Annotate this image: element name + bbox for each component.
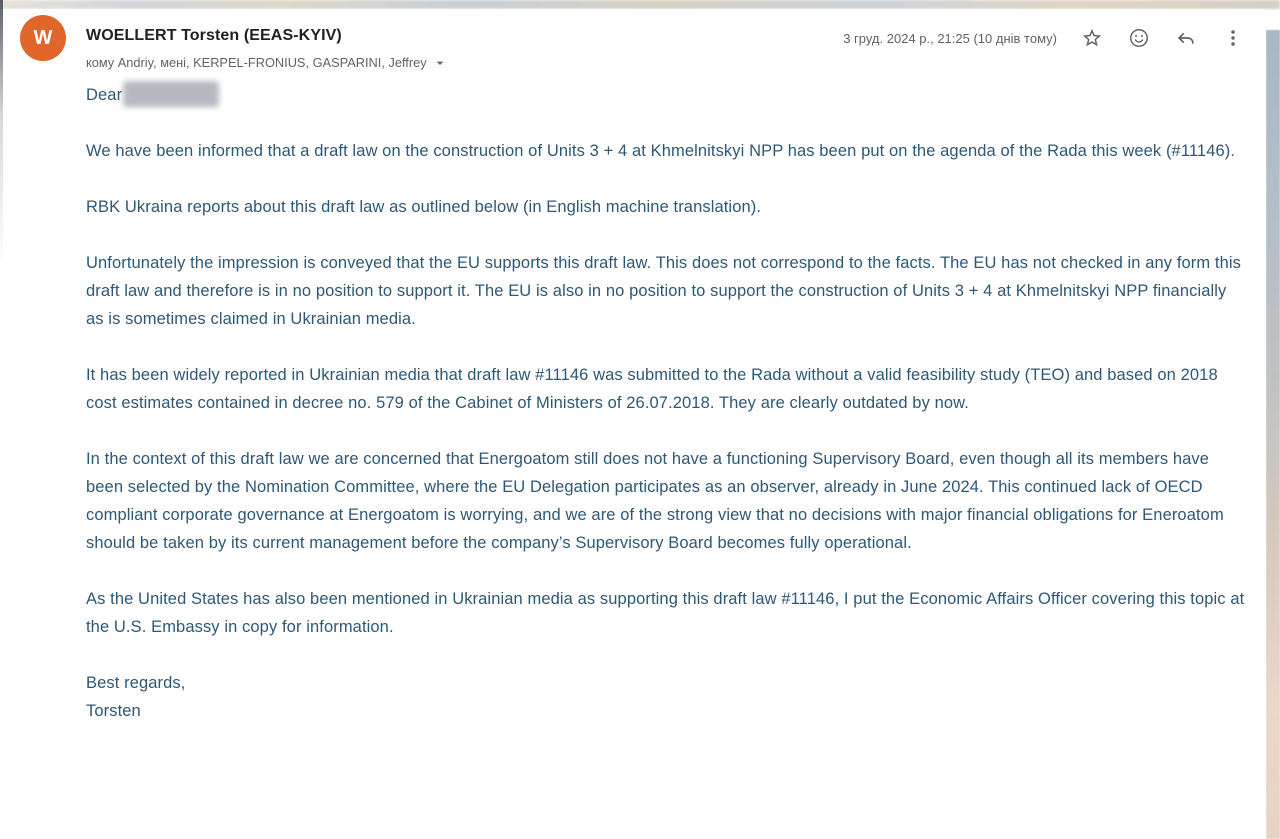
- desktop-background-top: [0, 0, 1280, 9]
- greeting-text: Dear: [86, 86, 123, 104]
- greeting-line: [86, 81, 1248, 109]
- email-body-paragraph: As the United States has also been mentioned in Ukrainian media as supporting this draft law #11146, I put the Economic Affairs Officer covering this topic at the U.S. Embassy in copy for information.: [86, 590, 1245, 636]
- redacted-name: [123, 81, 219, 107]
- signature-line: Torsten: [86, 702, 141, 720]
- email-body-paragraph: We have been informed that a draft law on the construction of Units 3 + 4 at Khmelnitskyi NPP has been put on the agenda of the Rada this week (#11146).: [86, 142, 1236, 160]
- email-body: [86, 81, 1248, 725]
- sender-avatar[interactable]: W: [20, 15, 66, 61]
- chevron-down-icon[interactable]: [432, 53, 448, 71]
- emoji-reaction-icon[interactable]: [1127, 26, 1151, 50]
- more-vert-icon[interactable]: [1221, 26, 1245, 50]
- signature-line: Best regards,: [86, 674, 186, 692]
- email-body-paragraph: Unfortunately the impression is conveyed that the EU supports this draft law. This does not correspond to the facts. The EU has not checked in any form this draft law and therefore is in no position to support it. The EU is also in no position to support the construction of Units 3 + 4 at Khmelnitskyi NPP financially as is sometimes claimed in Ukrainian media.: [86, 254, 1242, 328]
- email-card: [3, 9, 1266, 839]
- recipients-details-toggle[interactable]: [86, 53, 448, 71]
- sender-name: WOELLERT Torsten (EEAS-KYIV): [86, 27, 342, 44]
- message-header-actions: [843, 26, 1245, 50]
- email-body-paragraph: In the context of this draft law we are concerned that Energoatom still does not have a functioning Supervisory Board, even though all its members have been selected by the Nomination Committee, where the EU Delegation participates as an observer, already in June 2024. This continued lack of OECD compliant corporate governance at Energoatom is worrying, and we are of the strong view that no decisions with major financial obligations for Eneroatom should be taken by its current management before the company’s Supervisory Board becomes fully operational.: [86, 450, 1224, 552]
- reply-icon[interactable]: [1174, 26, 1198, 50]
- email-body-paragraph: It has been widely reported in Ukrainian media that draft law #11146 was submitted to the Rada without a valid feasibility study (TEO) and based on 2018 cost estimates contained in decree no. 579 of the Cabinet of Ministers of 26.07.2018. They are clearly outdated by now.: [86, 366, 1218, 412]
- star-icon[interactable]: [1080, 26, 1104, 50]
- message-date: 3 груд. 2024 р., 21:25 (10 днів тому): [843, 30, 1057, 46]
- desktop-background-right: [1266, 30, 1280, 839]
- recipients-label: кому Andriy, мені, KERPEL-FRONIUS, GASPARINI, Jeffrey: [86, 54, 427, 70]
- email-body-paragraph: RBK Ukraina reports about this draft law as outlined below (in English machine translation).: [86, 198, 762, 216]
- signature-block: [86, 669, 1248, 725]
